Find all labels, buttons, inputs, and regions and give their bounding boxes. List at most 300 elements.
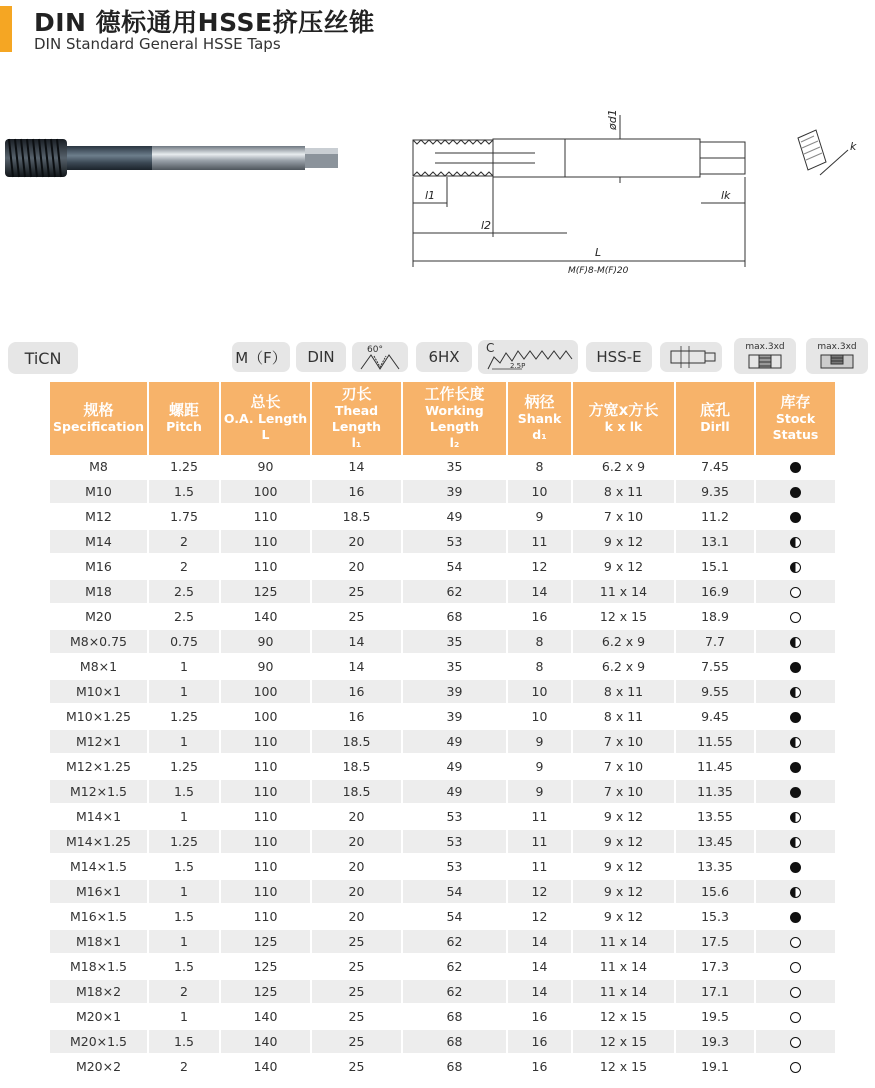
cell-oa-length: 110	[220, 754, 311, 779]
cell-working-length: 49	[402, 729, 507, 754]
cell-stock	[755, 554, 835, 579]
header-pitch-en: Pitch	[166, 419, 202, 434]
cell-oa-length: 140	[220, 1004, 311, 1029]
cell-shank: 11	[507, 804, 572, 829]
stock-empty-icon	[790, 962, 801, 973]
cell-working-length: 68	[402, 1004, 507, 1029]
cell-shank: 9	[507, 504, 572, 529]
cell-shank: 10	[507, 679, 572, 704]
page-subtitle: DIN Standard General HSSE Taps	[34, 35, 281, 53]
stock-half-icon	[790, 637, 801, 648]
stock-empty-icon	[790, 987, 801, 998]
cell-pitch: 1	[148, 679, 220, 704]
cell-oa-length: 90	[220, 455, 311, 479]
cell-shank: 14	[507, 579, 572, 604]
table-body	[50, 455, 835, 1079]
cell-square: 9 x 12	[572, 804, 675, 829]
cell-shank: 12	[507, 879, 572, 904]
stock-half-icon	[790, 687, 801, 698]
cell-drill: 7.7	[675, 629, 755, 654]
cell-thread-length: 18.5	[311, 504, 402, 529]
cell-working-length: 49	[402, 504, 507, 529]
cell-thread-length: 16	[311, 479, 402, 504]
cell-square: 8 x 11	[572, 479, 675, 504]
cell-pitch: 1.5	[148, 479, 220, 504]
cell-square: 11 x 14	[572, 579, 675, 604]
cell-specification: M16	[50, 554, 148, 579]
cell-specification: M12×1.5	[50, 779, 148, 804]
cell-drill: 7.55	[675, 654, 755, 679]
cell-drill: 17.1	[675, 979, 755, 1004]
cell-oa-length: 125	[220, 929, 311, 954]
cell-pitch: 2	[148, 979, 220, 1004]
cell-specification: M20	[50, 604, 148, 629]
cell-oa-length: 140	[220, 1054, 311, 1079]
cell-drill: 19.3	[675, 1029, 755, 1054]
table-row	[50, 754, 835, 779]
header-shank-sub: d₁	[532, 427, 547, 442]
table-row	[50, 504, 835, 529]
cell-stock	[755, 529, 835, 554]
cell-working-length: 35	[402, 455, 507, 479]
cell-thread-length: 14	[311, 629, 402, 654]
cell-drill: 13.55	[675, 804, 755, 829]
cell-specification: M12×1.25	[50, 754, 148, 779]
blind-hole-depth-label: max.3xd	[817, 342, 857, 352]
table-row	[50, 629, 835, 654]
header-stock-en: Stock	[775, 411, 816, 426]
cell-oa-length: 110	[220, 854, 311, 879]
header-working-length-cn: 工作长度	[424, 385, 485, 403]
cell-stock	[755, 1004, 835, 1029]
cell-oa-length: 110	[220, 554, 311, 579]
header-working-length	[402, 382, 507, 455]
cell-shank: 8	[507, 455, 572, 479]
header-stock	[755, 382, 835, 455]
cell-pitch: 1.5	[148, 779, 220, 804]
cell-working-length: 68	[402, 1054, 507, 1079]
stock-half-icon	[790, 812, 801, 823]
cell-pitch: 1	[148, 879, 220, 904]
cell-square: 7 x 10	[572, 504, 675, 529]
cell-working-length: 54	[402, 904, 507, 929]
cell-shank: 12	[507, 904, 572, 929]
table-row	[50, 879, 835, 904]
cell-shank: 16	[507, 1004, 572, 1029]
cell-specification: M14×1.5	[50, 854, 148, 879]
cell-shank: 9	[507, 729, 572, 754]
cell-working-length: 39	[402, 679, 507, 704]
cell-square: 8 x 11	[572, 679, 675, 704]
cell-shank: 11	[507, 529, 572, 554]
cell-thread-length: 25	[311, 1054, 402, 1079]
cell-square: 9 x 12	[572, 554, 675, 579]
spec-table	[50, 382, 835, 1080]
cell-stock	[755, 904, 835, 929]
table-row	[50, 529, 835, 554]
cell-square: 11 x 14	[572, 954, 675, 979]
cell-thread-length: 25	[311, 579, 402, 604]
cell-oa-length: 125	[220, 579, 311, 604]
cell-working-length: 62	[402, 979, 507, 1004]
cell-pitch: 1	[148, 929, 220, 954]
cell-pitch: 2	[148, 554, 220, 579]
cell-stock	[755, 1054, 835, 1079]
material-chip	[586, 342, 652, 372]
table-row	[50, 654, 835, 679]
header-square	[572, 382, 675, 455]
header-stock-cn: 库存	[780, 393, 811, 411]
cell-pitch: 1.5	[148, 954, 220, 979]
cell-square: 12 x 15	[572, 1004, 675, 1029]
thread-angle-label: 60°	[367, 345, 383, 355]
cell-stock	[755, 929, 835, 954]
cell-drill: 13.35	[675, 854, 755, 879]
stock-half-icon	[790, 737, 801, 748]
cell-pitch: 1	[148, 1004, 220, 1029]
label-l1: l1	[425, 189, 436, 202]
header-specification-en: Specification	[53, 419, 144, 434]
cell-working-length: 53	[402, 804, 507, 829]
cell-square: 12 x 15	[572, 604, 675, 629]
cell-working-length: 62	[402, 929, 507, 954]
cell-drill: 15.6	[675, 879, 755, 904]
cell-working-length: 62	[402, 579, 507, 604]
cell-thread-length: 20	[311, 854, 402, 879]
cell-drill: 11.45	[675, 754, 755, 779]
cell-stock	[755, 579, 835, 604]
header-shank-cn: 柄径	[524, 393, 555, 411]
stock-empty-icon	[790, 587, 801, 598]
cell-oa-length: 125	[220, 954, 311, 979]
cell-square: 11 x 14	[572, 979, 675, 1004]
cell-specification: M10	[50, 479, 148, 504]
cell-oa-length: 110	[220, 779, 311, 804]
cell-working-length: 53	[402, 529, 507, 554]
cell-pitch: 2.5	[148, 579, 220, 604]
cell-drill: 19.1	[675, 1054, 755, 1079]
header-square-en: k x lk	[604, 419, 643, 434]
cell-drill: 17.5	[675, 929, 755, 954]
tap-product-photo	[0, 135, 345, 185]
stock-empty-icon	[790, 1037, 801, 1048]
cell-drill: 16.9	[675, 579, 755, 604]
cell-working-length: 49	[402, 754, 507, 779]
cell-specification: M14×1	[50, 804, 148, 829]
cell-oa-length: 110	[220, 729, 311, 754]
cell-drill: 18.9	[675, 604, 755, 629]
chamfer-len-label: 2.5P	[510, 362, 526, 370]
cell-drill: 11.2	[675, 504, 755, 529]
cell-thread-length: 25	[311, 954, 402, 979]
header-thread-length-en: Thead Length	[331, 403, 382, 434]
through-hole-icon	[745, 352, 785, 370]
table-row	[50, 929, 835, 954]
cell-specification: M18×1	[50, 929, 148, 954]
table-row	[50, 479, 835, 504]
cell-pitch: 2	[148, 529, 220, 554]
cell-shank: 14	[507, 954, 572, 979]
cell-oa-length: 100	[220, 679, 311, 704]
material-label: HSS-E	[596, 348, 642, 366]
cell-thread-length: 20	[311, 804, 402, 829]
cell-pitch: 1.25	[148, 704, 220, 729]
header-pitch-cn: 螺距	[168, 401, 199, 419]
cell-pitch: 0.75	[148, 629, 220, 654]
cell-specification: M14	[50, 529, 148, 554]
cell-drill: 11.55	[675, 729, 755, 754]
header-specification-cn: 规格	[83, 401, 114, 419]
table-row	[50, 779, 835, 804]
header-thread-length	[311, 382, 402, 455]
header-stock-sub: Status	[772, 427, 819, 442]
cell-thread-length: 20	[311, 554, 402, 579]
header-thread-length-cn: 刃长	[341, 385, 372, 403]
cell-pitch: 1.25	[148, 754, 220, 779]
table-row	[50, 854, 835, 879]
chamfer-c-label: C	[486, 341, 495, 355]
table-row	[50, 804, 835, 829]
cell-thread-length: 16	[311, 704, 402, 729]
stock-empty-icon	[790, 937, 801, 948]
cell-specification: M18	[50, 579, 148, 604]
cell-oa-length: 100	[220, 479, 311, 504]
cell-thread-length: 18.5	[311, 779, 402, 804]
stock-empty-icon	[790, 612, 801, 623]
cell-drill: 15.3	[675, 904, 755, 929]
cell-oa-length: 110	[220, 804, 311, 829]
chamfer-chip	[478, 340, 578, 374]
cell-pitch: 1.5	[148, 904, 220, 929]
cell-pitch: 2	[148, 1054, 220, 1079]
cell-square: 9 x 12	[572, 854, 675, 879]
cell-oa-length: 90	[220, 654, 311, 679]
cell-specification: M18×2	[50, 979, 148, 1004]
cell-drill: 9.45	[675, 704, 755, 729]
cell-oa-length: 110	[220, 879, 311, 904]
cell-shank: 9	[507, 779, 572, 804]
cell-drill: 9.35	[675, 479, 755, 504]
cell-thread-length: 18.5	[311, 754, 402, 779]
header-drill	[675, 382, 755, 455]
cell-working-length: 35	[402, 629, 507, 654]
stock-half-icon	[790, 537, 801, 548]
cell-pitch: 1.5	[148, 854, 220, 879]
cell-drill: 15.1	[675, 554, 755, 579]
cell-stock	[755, 629, 835, 654]
cell-working-length: 68	[402, 1029, 507, 1054]
cell-specification: M8	[50, 455, 148, 479]
cell-specification: M10×1	[50, 679, 148, 704]
cell-shank: 14	[507, 979, 572, 1004]
cell-shank: 12	[507, 554, 572, 579]
cell-working-length: 39	[402, 479, 507, 504]
standard-label: DIN	[307, 348, 335, 366]
label-k: k	[850, 140, 857, 153]
table-row	[50, 729, 835, 754]
header-drill-cn: 底孔	[699, 401, 730, 419]
table-row	[50, 1004, 835, 1029]
thread-type-label: M（F）	[235, 348, 287, 367]
cell-working-length: 53	[402, 829, 507, 854]
cell-square: 9 x 12	[572, 829, 675, 854]
cell-stock	[755, 854, 835, 879]
cell-stock	[755, 1029, 835, 1054]
table-row	[50, 954, 835, 979]
cell-pitch: 1	[148, 729, 220, 754]
cell-pitch: 2.5	[148, 604, 220, 629]
cell-square: 6.2 x 9	[572, 629, 675, 654]
table-row	[50, 679, 835, 704]
cell-specification: M10×1.25	[50, 704, 148, 729]
stock-half-icon	[790, 562, 801, 573]
label-d1: ød1	[606, 109, 619, 130]
header-working-length-en: Working Length	[425, 403, 484, 434]
cell-stock	[755, 704, 835, 729]
table-row	[50, 455, 835, 479]
shank-type-icon	[663, 343, 719, 371]
cell-stock	[755, 779, 835, 804]
cell-oa-length: 100	[220, 704, 311, 729]
shank-type-chip	[660, 342, 722, 372]
cell-square: 12 x 15	[572, 1054, 675, 1079]
cell-oa-length: 140	[220, 1029, 311, 1054]
cell-specification: M8×0.75	[50, 629, 148, 654]
title-accent-bar	[0, 6, 12, 52]
cell-shank: 16	[507, 1029, 572, 1054]
cell-specification: M8×1	[50, 654, 148, 679]
cell-thread-length: 20	[311, 904, 402, 929]
cell-shank: 16	[507, 604, 572, 629]
cell-square: 11 x 14	[572, 929, 675, 954]
cell-drill: 17.3	[675, 954, 755, 979]
stock-half-icon	[790, 837, 801, 848]
stock-half-icon	[790, 887, 801, 898]
cell-specification: M20×2	[50, 1054, 148, 1079]
cell-thread-length: 20	[311, 879, 402, 904]
header-oa-length-sub: L	[261, 427, 270, 442]
cell-thread-length: 14	[311, 455, 402, 479]
tolerance-chip	[416, 342, 472, 372]
coating-label: TiCN	[24, 348, 62, 368]
cell-pitch: 1.75	[148, 504, 220, 529]
cell-stock	[755, 879, 835, 904]
cell-pitch: 1.25	[148, 829, 220, 854]
coating-chip	[8, 342, 78, 374]
cell-thread-length: 25	[311, 1029, 402, 1054]
cell-shank: 10	[507, 479, 572, 504]
cell-pitch: 1.5	[148, 1029, 220, 1054]
cell-thread-length: 18.5	[311, 729, 402, 754]
cell-pitch: 1.25	[148, 455, 220, 479]
label-size-range: M(F)8-M(F)20	[568, 266, 629, 275]
cell-square: 8 x 11	[572, 704, 675, 729]
cell-thread-length: 20	[311, 529, 402, 554]
cell-square: 7 x 10	[572, 754, 675, 779]
cell-stock	[755, 479, 835, 504]
thread-angle-chip	[352, 342, 408, 372]
cell-working-length: 49	[402, 779, 507, 804]
cell-stock	[755, 804, 835, 829]
page-title: DIN 德标通用HSSE挤压丝锥	[34, 8, 375, 37]
header-thread-length-sub: l₁	[351, 435, 362, 450]
header-working-length-sub: l₂	[449, 435, 460, 450]
cell-shank: 14	[507, 929, 572, 954]
cell-pitch: 1	[148, 804, 220, 829]
header-drill-en: Dirll	[700, 419, 730, 434]
table-row	[50, 554, 835, 579]
cell-working-length: 54	[402, 879, 507, 904]
cell-stock	[755, 654, 835, 679]
table-row	[50, 1029, 835, 1054]
cell-square: 9 x 12	[572, 879, 675, 904]
cell-stock	[755, 754, 835, 779]
cell-thread-length: 25	[311, 1004, 402, 1029]
cell-stock	[755, 604, 835, 629]
cell-square: 6.2 x 9	[572, 654, 675, 679]
table-row	[50, 1054, 835, 1079]
cell-working-length: 39	[402, 704, 507, 729]
cell-specification: M14×1.25	[50, 829, 148, 854]
blind-hole-icon	[817, 352, 857, 370]
cell-oa-length: 90	[220, 629, 311, 654]
label-l2: l2	[481, 219, 492, 232]
thread-angle-icon	[357, 343, 403, 371]
stock-full-icon	[790, 462, 801, 473]
stock-full-icon	[790, 787, 801, 798]
cell-oa-length: 125	[220, 979, 311, 1004]
header-shank	[507, 382, 572, 455]
stock-full-icon	[790, 912, 801, 923]
thread-type-chip	[232, 342, 290, 372]
cell-oa-length: 110	[220, 829, 311, 854]
header-oa-length-cn: 总长	[250, 393, 281, 411]
cell-working-length: 62	[402, 954, 507, 979]
cell-stock	[755, 504, 835, 529]
cell-shank: 9	[507, 754, 572, 779]
cell-drill: 11.35	[675, 779, 755, 804]
chamfer-icon	[480, 341, 576, 373]
cell-oa-length: 140	[220, 604, 311, 629]
cell-working-length: 35	[402, 654, 507, 679]
table-row	[50, 604, 835, 629]
header-oa-length	[220, 382, 311, 455]
through-hole-depth-chip	[734, 338, 796, 374]
cell-oa-length: 110	[220, 529, 311, 554]
cell-oa-length: 110	[220, 904, 311, 929]
cell-stock	[755, 455, 835, 479]
cell-stock	[755, 729, 835, 754]
cell-square: 9 x 12	[572, 529, 675, 554]
table-header-row	[50, 382, 835, 455]
through-hole-depth-label: max.3xd	[745, 342, 785, 352]
cell-working-length: 54	[402, 554, 507, 579]
cell-shank: 16	[507, 1054, 572, 1079]
label-lk: lk	[721, 189, 731, 202]
cell-square: 9 x 12	[572, 904, 675, 929]
cell-specification: M20×1	[50, 1004, 148, 1029]
cell-stock	[755, 829, 835, 854]
cell-specification: M16×1.5	[50, 904, 148, 929]
table-row	[50, 979, 835, 1004]
cell-drill: 19.5	[675, 1004, 755, 1029]
cell-oa-length: 110	[220, 504, 311, 529]
cell-working-length: 68	[402, 604, 507, 629]
stock-full-icon	[790, 712, 801, 723]
stock-full-icon	[790, 512, 801, 523]
cell-shank: 8	[507, 654, 572, 679]
cell-working-length: 53	[402, 854, 507, 879]
